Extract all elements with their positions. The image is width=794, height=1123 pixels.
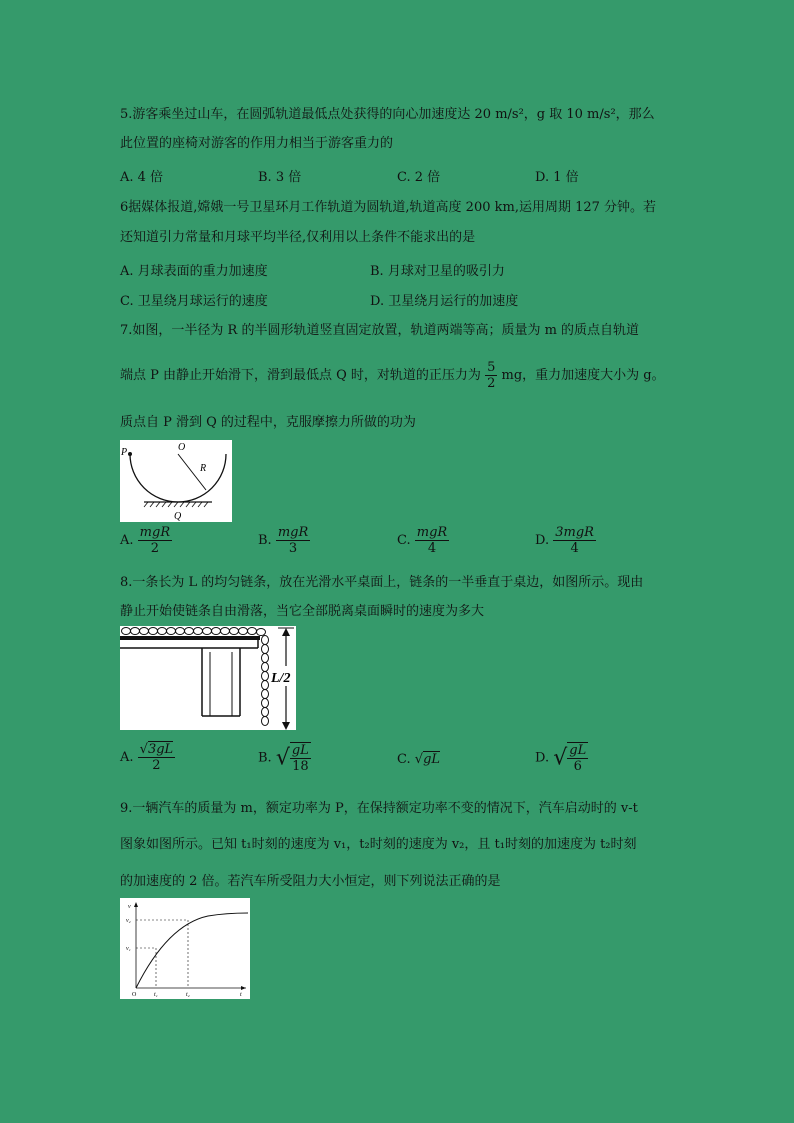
q9-fig-label-t: t: [240, 992, 242, 998]
q5-line2: 此位置的座椅对游客的作用力相当于游客重力的: [120, 136, 394, 151]
q7-fig-label-p: P: [121, 447, 128, 458]
q8-option-a-num: √3gL: [139, 742, 174, 757]
q7-option-a: [120, 525, 172, 556]
q7-option-b-frac: [276, 525, 310, 556]
q9-fig-label-t1: t₁: [154, 992, 158, 998]
q8-figure: [120, 626, 296, 730]
semicircle-track-diagram: [120, 440, 232, 522]
q9-fig-label-v1: v₁: [126, 946, 131, 952]
q7-line1: 7.如图，一半径为 R 的半圆形轨道竖直固定放置，轨道两端等高；质量为 m 的质点自轨道: [120, 323, 640, 338]
q5-option-d: D. 1 倍: [535, 170, 579, 185]
q7-fig-label-q: Q: [174, 511, 182, 522]
q7-option-b-den: 3: [288, 541, 298, 556]
q6-option-d: D. 卫星绕月运行的加速度: [370, 294, 519, 309]
q6-line2: 还知道引力常量和月球平均半径,仅利用以上条件不能求出的是: [120, 230, 476, 245]
q8-option-c-radical: √: [414, 752, 424, 767]
q7-fraction: [485, 360, 497, 391]
q7-option-a-label: A.: [120, 533, 134, 548]
q7-fraction-num: 5: [487, 360, 496, 375]
q9-line3: 的加速度的 2 倍。若汽车所受阻力大小恒定，则下列说法正确的是: [120, 874, 501, 889]
q7-figure: [120, 440, 232, 522]
q8-line2: 静止开始使链条自由滑落，当它全部脱离桌面瞬时的速度为多大: [120, 604, 485, 619]
q7-option-b: [258, 525, 310, 556]
q7-option-b-num: mgR: [277, 525, 309, 540]
q7-line2-text-b: mg，重力加速度大小为 g。: [501, 368, 665, 383]
q9-fig-label-v2: v₂: [126, 918, 131, 924]
q8-option-b-radical: √: [275, 745, 290, 771]
q7-line2: [120, 356, 665, 396]
q7-fig-label-r: R: [200, 463, 207, 474]
q5-line1: 5.游客乘坐过山车，在圆弧轨道最低点处获得的向心加速度达 20 m/s²，g 取 10 m/s²，那么: [120, 107, 655, 122]
q9-fig-label-v: v: [128, 904, 131, 910]
q7-option-d-frac: [553, 525, 596, 556]
q7-option-a-num: mgR: [139, 525, 171, 540]
q9-figure: [120, 898, 250, 999]
q7-line3: 质点自 P 滑到 Q 的过程中，克服摩擦力所做的功为: [120, 415, 416, 430]
q8-option-a-frac: [138, 742, 176, 773]
q7-option-c-num: mgR: [416, 525, 448, 540]
q5-option-a: A. 4 倍: [120, 170, 164, 185]
q7-line2-text-a: 端点 P 由静止开始滑下，滑到最低点 Q 时，对轨道的正压力为: [120, 368, 481, 383]
q7-fraction-den: 2: [487, 376, 496, 391]
q6-option-a: A. 月球表面的重力加速度: [120, 264, 268, 279]
chain-on-table-diagram: [120, 626, 296, 730]
q8-option-d-den: 6: [573, 759, 582, 774]
q6-option-b: B. 月球对卫星的吸引力: [370, 264, 505, 279]
q7-option-a-den: 2: [150, 541, 160, 556]
q7-option-d-den: 4: [570, 541, 579, 556]
q9-line1: 9.一辆汽车的质量为 m，额定功率为 P，在保持额定功率不变的情况下，汽车启动时的 v-t: [120, 801, 638, 816]
q8-option-a: [120, 742, 175, 773]
q8-option-c-label: C.: [397, 752, 411, 767]
v-t-graph: [120, 898, 250, 999]
q8-option-d-frac: [567, 742, 588, 774]
q7-option-c: [397, 525, 449, 556]
q9-fig-label-o: O: [132, 992, 137, 998]
q7-option-b-label: B.: [258, 533, 272, 548]
q8-option-d-radical: √: [553, 745, 568, 771]
q8-option-d-label: D.: [535, 750, 550, 766]
q8-fig-label-half-length: L/2: [271, 671, 291, 686]
q7-option-c-frac: [415, 525, 449, 556]
q6-line1: 6据媒体报道,嫦娥一号卫星环月工作轨道为圆轨道,轨道高度 200 km,运用周期 127 分钟。若: [120, 200, 657, 215]
q5-option-b: B. 3 倍: [258, 170, 302, 185]
q6-option-c: C. 卫星绕月球运行的速度: [120, 294, 268, 309]
q9-line2: 图象如图所示。已知 t₁时刻的速度为 v₁，t₂时刻的速度为 v₂，且 t₁时刻的加速度为 t₂时刻: [120, 837, 637, 852]
q8-option-b-label: B.: [258, 750, 272, 766]
q8-option-b-den: 18: [292, 759, 309, 774]
q7-option-c-label: C.: [397, 533, 411, 548]
q8-option-b-frac: [290, 742, 311, 774]
q8-option-c: [397, 752, 440, 767]
q8-option-b-num: gL: [291, 743, 309, 758]
q8-option-b: [258, 742, 311, 774]
q8-option-a-radicand: 3gL: [147, 742, 174, 757]
q5-option-c: C. 2 倍: [397, 170, 441, 185]
q8-line1: 8.一条长为 L 的均匀链条，放在光滑水平桌面上，链条的一半垂直于桌边，如图所示。现由: [120, 575, 644, 590]
q7-option-c-den: 4: [427, 541, 437, 556]
q7-option-d: [535, 525, 596, 556]
q9-fig-label-t2: t₂: [186, 992, 190, 998]
q7-fig-label-o: O: [178, 442, 186, 453]
q7-option-a-frac: [138, 525, 172, 556]
q8-option-a-label: A.: [120, 750, 134, 765]
q7-option-d-label: D.: [535, 533, 550, 548]
q8-option-d-num: gL: [569, 743, 587, 758]
q8-option-d: [535, 742, 588, 774]
q8-option-c-radicand: gL: [423, 752, 441, 767]
q8-option-a-den: 2: [152, 758, 161, 773]
q7-option-d-num: 3mgR: [555, 525, 594, 540]
